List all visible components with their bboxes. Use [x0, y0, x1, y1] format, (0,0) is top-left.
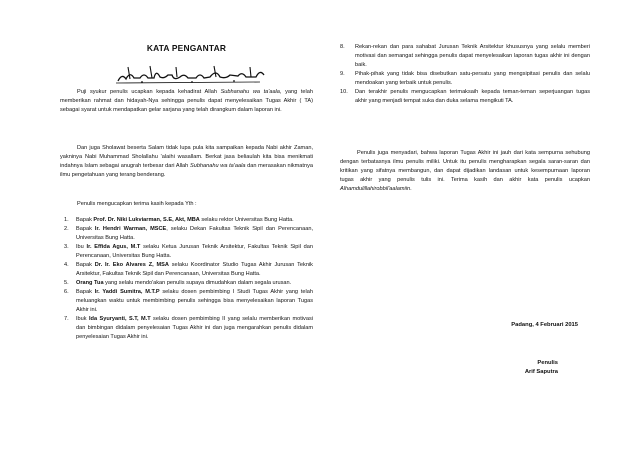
- list-item: [64, 225, 313, 243]
- text-run-italic: Alhamdulillahirobbil'aalamiin: [340, 186, 411, 192]
- person-name: Dr. Ir. Eko Alvares Z, MSA: [94, 262, 169, 268]
- page-title: KATA PENGANTAR: [146, 43, 227, 53]
- list-item-number: 6.: [64, 289, 69, 295]
- text-run: Ibu: [76, 244, 87, 250]
- list-item-number: 9.: [340, 71, 345, 77]
- text-run: Rekan-rekan dan para sahabat Jurusan Teknik Arsitektur khususnya yang selalu memberi motivasi dan semangat sehingga penulis dapat menyelesaikan laporan tugas akhir ini dengan baik.: [355, 44, 590, 68]
- text-run: .: [410, 186, 412, 192]
- text-run: yang selalu mendo'akan penulis supaya dimudahkan dalam segala urusan.: [103, 280, 292, 286]
- list-item-number: 4.: [64, 262, 69, 268]
- text-run: selaku dosen pembimbing I Studi Tugas Akhir yang telah meluangkan waktu untuk membimbing penulis sehingga bisa menyelesaikan laporan Tugas Akhir ini.: [76, 289, 313, 313]
- text-run: Bapak: [76, 226, 95, 232]
- text-run-italic: Subhanahu wa ta'aala: [189, 163, 246, 169]
- list-item-number: 5.: [64, 280, 69, 286]
- list-item-number: 2.: [64, 226, 69, 232]
- thanks-intro: Penulis mengucapkan terima kasih kepada Yth :: [77, 201, 197, 207]
- person-name: Ir. Effida Agus, M.T: [86, 244, 141, 250]
- text-run: Puji syukur penulis ucapkan kepada kehadirat Allah: [77, 89, 221, 95]
- list-item-number: 7.: [64, 316, 69, 322]
- person-name: Ida Syuryanti, S.T, M.T: [89, 316, 151, 322]
- text-run: Bapak: [76, 289, 95, 295]
- list-item-number: 8.: [340, 44, 345, 50]
- sholawat-paragraph: [60, 144, 313, 180]
- list-item: [64, 279, 313, 288]
- text-run: dan merasakan nikmatnya ilmu pengetahuan yang terang benderang.: [60, 163, 313, 178]
- text-run: Bapak: [76, 217, 94, 223]
- list-item: [340, 70, 590, 88]
- text-run: Dan terakhir penulis mengucapkan terimaksaih kepada teman-teman seperjuangan tugas akhir yang menjadi tempat suka dan duka selama mengikuti TA.: [355, 89, 590, 104]
- text-run: , yang telah memberikan rahmat dan hidayah-Nya sehingga penulis dapat menyelesaikan Tugas Akhir ( TA) sebagai syarat untuk mendapatkan gelar sarjana yang telah dirangkum dalam laporan ini.: [60, 89, 313, 113]
- person-name: Ir. Yaddi Sumitra, M.T.P: [94, 289, 160, 295]
- list-item: [64, 216, 313, 225]
- intro-paragraph: [60, 88, 313, 115]
- list-item: [64, 315, 313, 342]
- text-run: Dan juga Sholawat beserta Salam tidak lupa pula kita sampaikan kepada Nabi akhir Zaman, yakninya Nabi Muhammad Sholallahu 'alaihi wasallam. Berkat jasa beliaulah kita bisa menikmati indahnya Islam sebagai anugrah terbesar dari Allah: [60, 145, 313, 169]
- list-item: [64, 243, 313, 261]
- list-item-number: 1.: [64, 217, 69, 223]
- text-run-italic: Subhanahu wa ta'aala: [220, 89, 280, 95]
- list-item: [64, 288, 313, 315]
- place-date: Padang, 4 Februari 2015: [511, 322, 578, 328]
- list-item: [340, 43, 590, 70]
- person-name: Orang Tua: [76, 280, 104, 286]
- text-run: selaku dosen pembimbing II yang selalu memberikan motivasi dan bimbingan didalam penyelesaian Tugas Akhir ini dan juga mengarahkan penulis didalam penyelesaian Tugas Akhir ini.: [76, 316, 313, 340]
- basmalah-calligraphy-image: [110, 63, 270, 85]
- text-run: Bapak: [76, 262, 95, 268]
- person-name: Prof. Dr. Niki Lukviarman, S.E, Akt, MBA: [93, 217, 200, 223]
- basmalah-calligraphy: [110, 63, 270, 85]
- text-run: , selaku Dekan Fakultas Teknik Sipil dan Perencanaan, Universitas Bung Hatta.: [76, 226, 313, 241]
- list-item-number: 10.: [340, 89, 348, 95]
- acknowledgement-list: [64, 216, 313, 342]
- list-item: [340, 88, 590, 106]
- text-run: Ibuk: [76, 316, 89, 322]
- text-run: Penulis juga menyadari, bahwa laporan Tugas Akhir ini jauh dari kata sempurna sehubung dengan terbatasnya ilmu penulis miliki. Untuk itu penulis mengharapkan segala saran-saran dan kritikan yang sifatnya membangun, dan dapat dijadikan landasan untuk kesempurnaan laporan tugas akhir yang penulis tulis ini. Terima kasih dan akhir kata penulis ucapkan: [340, 150, 590, 183]
- closing-paragraph: [340, 149, 590, 194]
- text-run: selaku Koordinator Studio Tugas Akhir Jurusan Teknik Arsitektur, Fakultas Teknik Sipil dan Perencanaan, Universitas Bung Hatta.: [76, 262, 313, 277]
- signature-label: Penulis: [537, 360, 558, 366]
- author-name: Arif Saputra: [524, 369, 558, 375]
- acknowledgement-list-continued: [340, 43, 590, 106]
- text-run: selaku Ketua Jurusan Teknik Arsitektur, Fakultas Teknik Sipil dan Perencanaan, Universitas Bung Hatta.: [76, 244, 313, 259]
- list-item: [64, 261, 313, 279]
- text-run: Pihak-pihak yang tidak bisa disebutkan satu-persatu yang mengsipitasi penulis dan selalu mendoakan yang terbaik untuk penulis.: [355, 71, 590, 86]
- text-run: selaku rektor Universitas Bung Hatta.: [199, 217, 294, 223]
- person-name: Ir. Hendri Warman, MSCE: [94, 226, 167, 232]
- list-item-number: 3.: [64, 244, 69, 250]
